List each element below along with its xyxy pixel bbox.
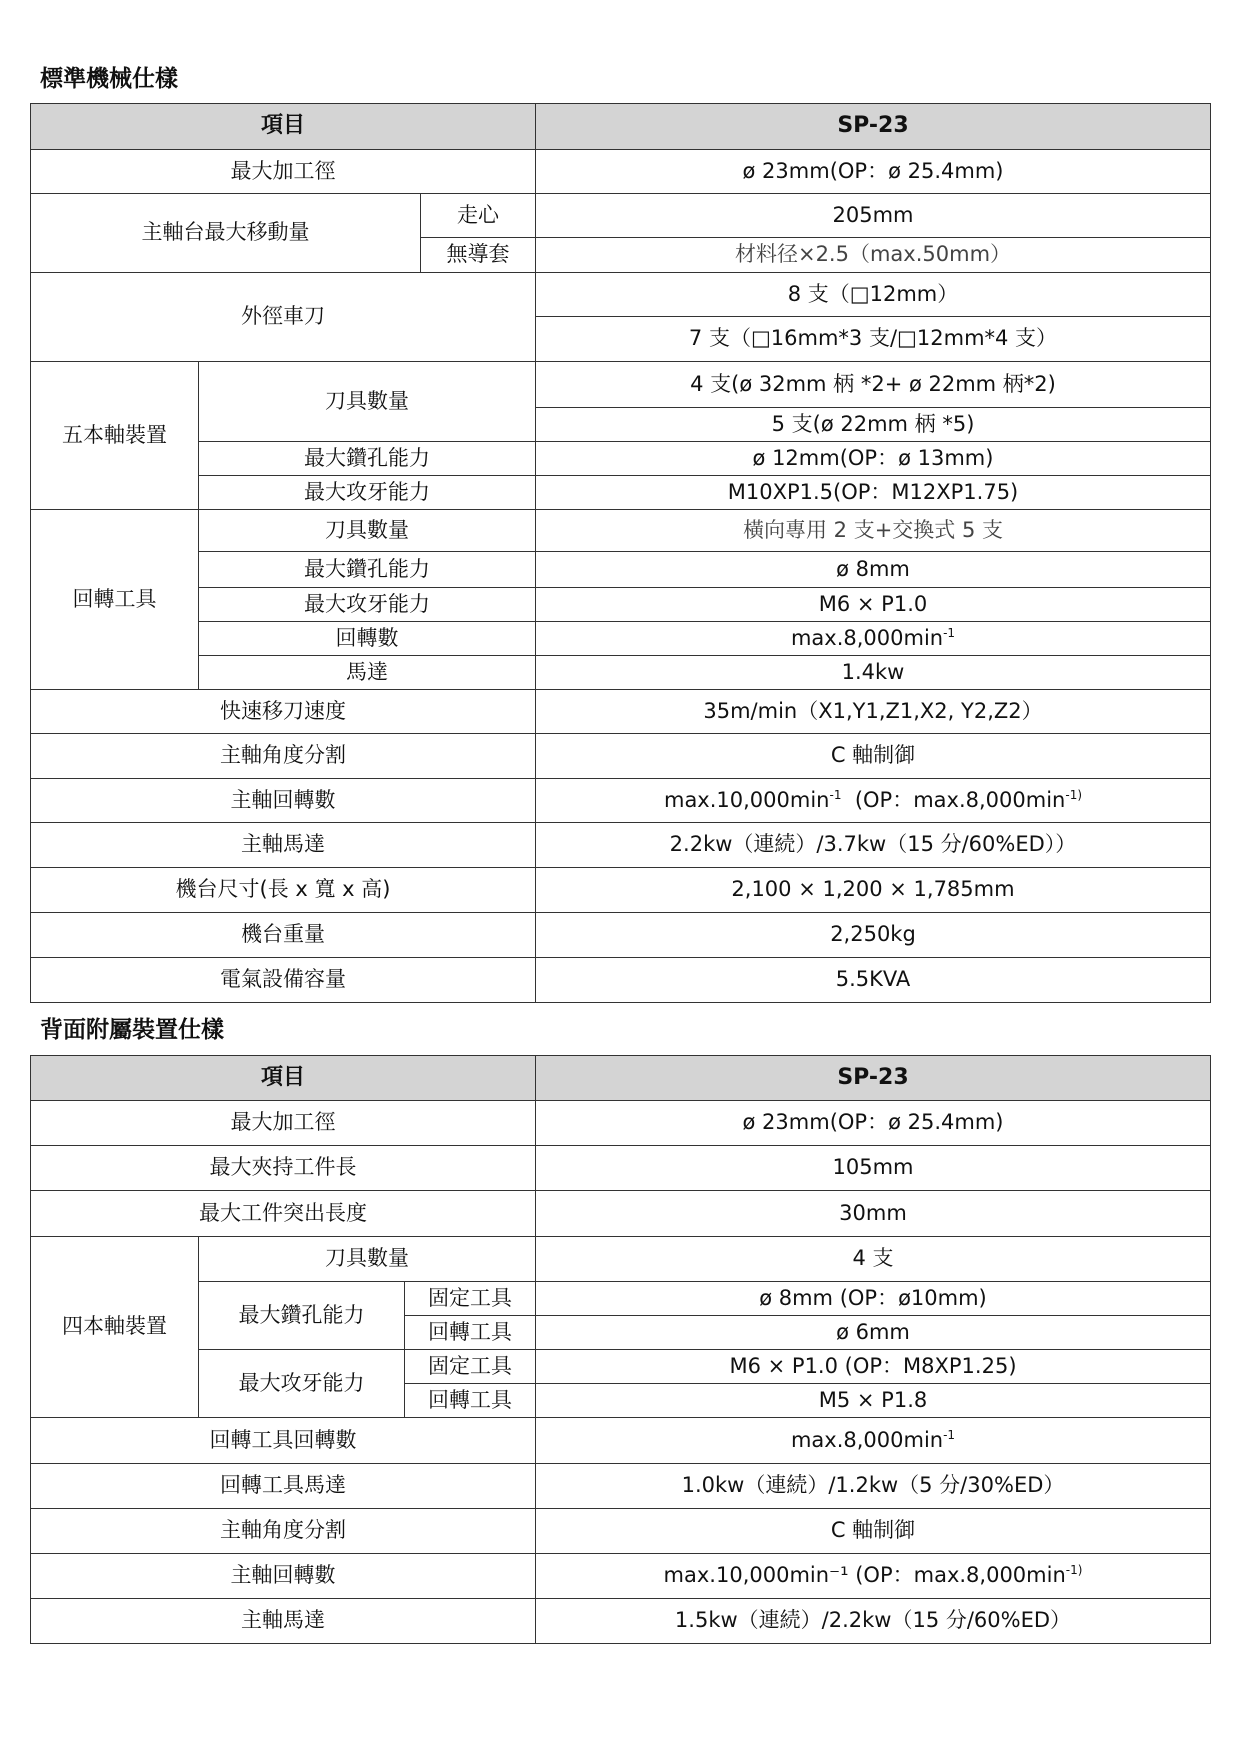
- row-value: 4 支: [536, 1237, 1211, 1282]
- row-label: 回轉數: [199, 622, 536, 656]
- table-row: [31, 734, 1211, 779]
- table-row: [31, 823, 1211, 868]
- row-label: 最大鑽孔能力: [199, 552, 536, 588]
- row-value: ø 8mm (OP：ø10mm): [536, 1282, 1211, 1316]
- row-label: 最大攻牙能力: [199, 1350, 405, 1418]
- row-value: 30mm: [536, 1191, 1211, 1237]
- row-label: 馬達: [199, 656, 536, 690]
- row-value: ø 12mm(OP：ø 13mm): [536, 442, 1211, 476]
- table-row: [31, 958, 1211, 1003]
- row-label: 回轉工具馬達: [31, 1464, 536, 1509]
- table-row: [31, 194, 1211, 238]
- table-row: [31, 1464, 1211, 1509]
- table-row: [31, 588, 1211, 622]
- row-value: M6 × P1.0 (OP：M8XP1.25): [536, 1350, 1211, 1384]
- row-value: 2.2kw（連続）/3.7kw（15 分/60%ED））: [536, 823, 1211, 868]
- row-value: 8 支（□12mm）: [536, 273, 1211, 317]
- row-label: 最大工件突出長度: [31, 1191, 536, 1237]
- table-row: [31, 1599, 1211, 1644]
- row-value: 7 支（□16mm*3 支/□12mm*4 支）: [536, 317, 1211, 362]
- row-value: 1.5kw（連続）/2.2kw（15 分/60%ED）: [536, 1599, 1211, 1644]
- group-label: 四本軸裝置: [31, 1237, 199, 1418]
- row-label: 最大夾持工件長: [31, 1146, 536, 1191]
- row-value: $\max.8,000\min^{-1}$: [536, 622, 1211, 656]
- table-row: [31, 1146, 1211, 1191]
- row-value: 105mm: [536, 1146, 1211, 1191]
- row-label: 電氣設備容量: [31, 958, 536, 1003]
- row-value: ø 23mm(OP：ø 25.4mm): [536, 1101, 1211, 1146]
- table-row: [31, 622, 1211, 656]
- row-value: $\max.8,000\min^{-1}$: [536, 1418, 1211, 1464]
- table-row: [31, 476, 1211, 510]
- standard-spec-table: [30, 103, 1211, 1003]
- row-label: 回轉工具回轉數: [31, 1418, 536, 1464]
- row-label: 機台尺寸(長 x 寬 x 高): [31, 868, 536, 913]
- row-value: 1.4kw: [536, 656, 1211, 690]
- back-spec-table: [30, 1055, 1211, 1644]
- row-value: 橫向專用 2 支+交換式 5 支: [536, 510, 1211, 552]
- table-row: [31, 690, 1211, 734]
- row-value: C 軸制御: [536, 1509, 1211, 1554]
- table-row: [31, 1509, 1211, 1554]
- row-label: 主軸角度分割: [31, 1509, 536, 1554]
- table-row: [31, 1237, 1211, 1282]
- group-label: 回轉工具: [31, 510, 199, 690]
- row-label: 最大加工徑: [31, 1101, 536, 1146]
- row-label: 最大鑽孔能力: [199, 1282, 405, 1350]
- row-value: M6 × P1.0: [536, 588, 1211, 622]
- row-label: 主軸馬達: [31, 823, 536, 868]
- table-row: [31, 1554, 1211, 1599]
- row-value: 材料径×2.5（max.50mm）: [536, 238, 1211, 273]
- table-row: [31, 1191, 1211, 1237]
- row-label: 最大加工徑: [31, 150, 536, 194]
- group-label: 五本軸裝置: [31, 362, 199, 510]
- table-row: [31, 1282, 1211, 1316]
- row-sublabel: 回轉工具: [405, 1384, 536, 1418]
- row-value: ø 8mm: [536, 552, 1211, 588]
- table-header-row: [31, 104, 1211, 150]
- row-label: 主軸角度分割: [31, 734, 536, 779]
- row-value: 5 支(ø 22mm 柄 *5): [536, 408, 1211, 442]
- table-row: [31, 913, 1211, 958]
- table-header-row: [31, 1056, 1211, 1101]
- row-sublabel: 固定工具: [405, 1282, 536, 1316]
- table-row: [31, 273, 1211, 317]
- row-value: 35m/min（X1,Y1,Z1,X2, Y2,Z2）: [536, 690, 1211, 734]
- section-title-standard: 標準機械仕樣: [40, 66, 178, 92]
- section-title-back: 背面附屬裝置仕樣: [40, 1017, 224, 1043]
- row-label: 最大攻牙能力: [199, 588, 536, 622]
- row-label: 主軸台最大移動量: [31, 194, 421, 273]
- table-row: [31, 552, 1211, 588]
- row-sublabel: 無導套: [421, 238, 536, 273]
- row-label: 機台重量: [31, 913, 536, 958]
- row-value: C 軸制御: [536, 734, 1211, 779]
- table-row: [31, 362, 1211, 408]
- row-value: max.10,000min⁻¹ (OP：$\max.8,000\min^{-1)}$: [536, 1554, 1211, 1599]
- row-sublabel: 固定工具: [405, 1350, 536, 1384]
- header-item: 項目: [31, 1056, 536, 1101]
- table-row: [31, 868, 1211, 913]
- row-sublabel: 回轉工具: [405, 1316, 536, 1350]
- table-row: [31, 779, 1211, 823]
- header-model: SP-23: [536, 104, 1211, 150]
- row-label: 主軸回轉數: [31, 1554, 536, 1599]
- row-value: 2,100 × 1,200 × 1,785mm: [536, 868, 1211, 913]
- table-row: [31, 1418, 1211, 1464]
- header-item: 項目: [31, 104, 536, 150]
- row-value: ø 23mm(OP：ø 25.4mm): [536, 150, 1211, 194]
- row-label: 快速移刀速度: [31, 690, 536, 734]
- row-label: 刀具數量: [199, 362, 536, 442]
- row-label: 刀具數量: [199, 1237, 536, 1282]
- row-label: 外徑車刀: [31, 273, 536, 362]
- row-value: ø 6mm: [536, 1316, 1211, 1350]
- row-value: M10XP1.5(OP：M12XP1.75): [536, 476, 1211, 510]
- table-row: [31, 510, 1211, 552]
- row-value: 4 支(ø 32mm 柄 *2+ ø 22mm 柄*2): [536, 362, 1211, 408]
- table-row: [31, 150, 1211, 194]
- row-label: 刀具數量: [199, 510, 536, 552]
- row-label: 最大攻牙能力: [199, 476, 536, 510]
- row-label: 主軸回轉數: [31, 779, 536, 823]
- table-row: [31, 1350, 1211, 1384]
- table-row: [31, 1101, 1211, 1146]
- row-value: M5 × P1.8: [536, 1384, 1211, 1418]
- row-sublabel: 走心: [421, 194, 536, 238]
- row-value: 205mm: [536, 194, 1211, 238]
- table-row: [31, 656, 1211, 690]
- header-model: SP-23: [536, 1056, 1211, 1101]
- row-value: 2,250kg: [536, 913, 1211, 958]
- row-value: $\max.10,000\min^{-1}$ (OP：$\max.8,000\min^{-1)}$: [536, 779, 1211, 823]
- row-label: 主軸馬達: [31, 1599, 536, 1644]
- row-label: 最大鑽孔能力: [199, 442, 536, 476]
- row-value: 1.0kw（連続）/1.2kw（5 分/30%ED）: [536, 1464, 1211, 1509]
- table-row: [31, 442, 1211, 476]
- row-value: 5.5KVA: [536, 958, 1211, 1003]
